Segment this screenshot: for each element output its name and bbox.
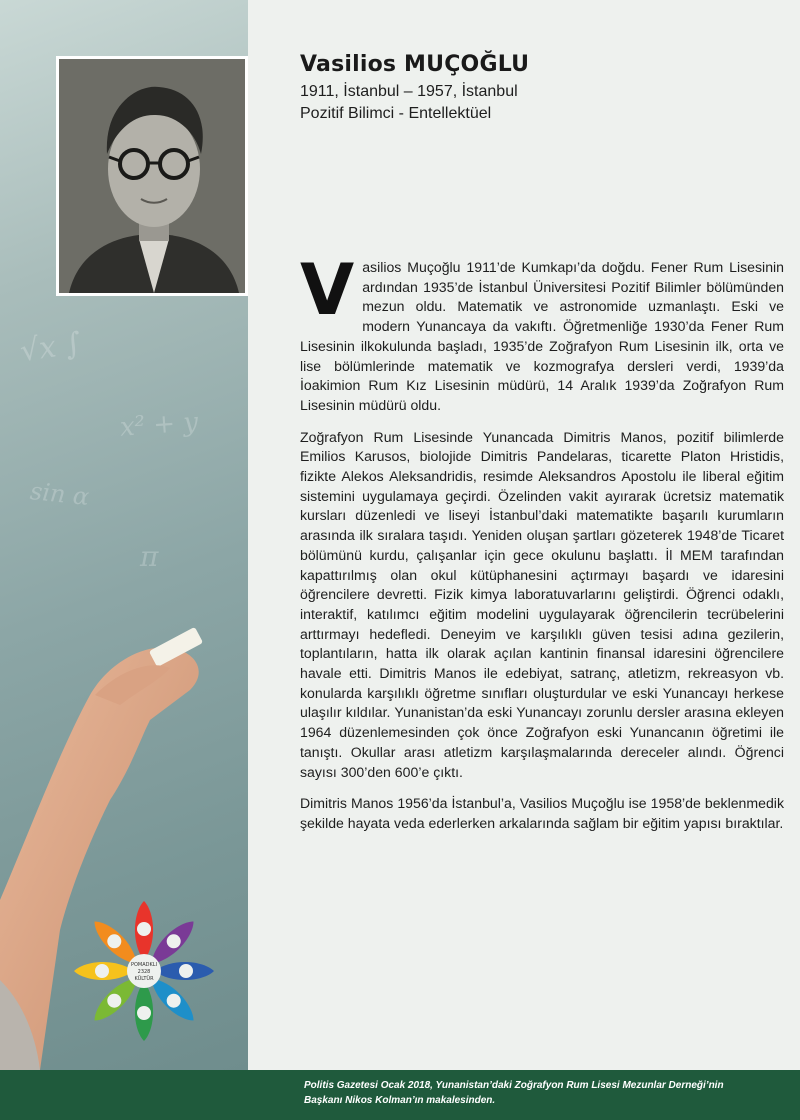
footer-line-1: Politis Gazetesi Ocak 2018, Yunanistan’daki Zoğrafyon Rum Lisesi Mezunlar Derneği’nin (304, 1080, 724, 1091)
role: Pozitif Bilimci - Entellektüel (300, 105, 492, 122)
chalk-mark: π (140, 540, 159, 573)
logo-line-1: POMADKLI (130, 962, 158, 968)
paragraph-1-text: asilios Muçoğlu 1911’de Kumkapı’da doğdu. Fener Rum Lisesinin ardından 1935’de İstanbul Üniversitesi Pozitif Bilimler bölümünden mezun oldu. Matematik ve astronomide uzmanlaştı. Eski ve modern Yunancaya da vakıftı. Öğretmenliğe 1930’da Fener Rum Lisesinin ilkokulunda başladı, 1935’de Zoğrafyon Rum Lisesinin ilk, orta ve lise bölümlerinde matematik ve kozmografya dersleri verdi, 1939’da İoakimion Rum Kız Lisesinin müdürü, 14 Aralık 1939’da Zoğrafyon Rum Lisesinin müdürü oldu. (300, 259, 784, 413)
person-name: Vasilios MUÇOĞLU (300, 52, 530, 77)
logo-line-2: 2328 (137, 969, 151, 975)
paragraph-1 (300, 249, 784, 416)
portrait-photo (59, 59, 245, 293)
life-dates: 1911, İstanbul – 1957, İstanbul (300, 83, 518, 100)
paragraph-2: Zoğrafyon Rum Lisesinde Yunancada Dimitris Manos, pozitif bilimlerde Emilios Karusos, biolojide Dimitris Pandelaras, ticarette Platon Hristidis, fizikte Alekos Aleksandridis, resimde Aleksandros Apostolu ile liberal eğitim sistemini uygulamaya geçirdi. Özelinden vakit ayırarak ücretsiz matematik kursları düzenledi ve liseyi İstanbul’daki matematikte başarılı kurumların arasında ilk sıralara taşıdı. Yeniden oluşan şartları gözeterek 1948’de Ticaret bölümünü kurdu, çalışanlar için gece okulunu başlattı. İl MEM tarafından kapattırılmış olan okul kütüphanesini açtırmayı başardı ve idaresini öğrencilere devretti. Fizik kimya laboratuvarlarını geliştirdi. Öğrenci odaklı, interaktif, katılımcı eğitim modelini uygulayarak öğrencilerin tecrübelerini arttırmayı hedefledi. Deneyim ve karşılıklı güven tesisi adına gezilerin, toplantıların, hatta ilk olarak açılan kantinin finansal idaresini öğrencilere havale etti. Dimitris Manos ile edebiyat, satranç, atletizm, rekreasyon vb. konularda karşılıklı öğretme sınıfları oluşturdular ve eski Yunancayı herkese ulaşılır kıldılar. Yunanistan’da eski Yunancayı zorunlu dersler arasına ekleyen 1964 düzenlemesinden çok önce Zoğrafyon eski Yunancanın öğretimi ile tanıştı. Okullar arası atletizm karşılaşmalarında dereceler alındı. Öğrenci sayısı 300’den 600’e çıktı. (300, 428, 784, 780)
portrait-frame (56, 56, 248, 296)
header (300, 52, 784, 125)
footer-bar (0, 1070, 800, 1120)
dropcap: V (300, 249, 355, 331)
paragraph-3: Dimitris Manos 1956’da İstanbul’a, Vasilios Muçoğlu ise 1958’de beklenmedik şekilde hayata veda ederlerken arkalarında sağlam bir eğitim yapısı bıraktılar. (300, 795, 784, 831)
chalk-mark: sin α (28, 476, 91, 512)
chalk-mark: √x ∫ (17, 325, 84, 370)
flower-logo-icon (68, 895, 220, 1047)
article-body (300, 249, 784, 846)
logo-line-3: KÜLTÜR (134, 976, 154, 982)
footer-text (304, 1078, 784, 1108)
footer-line-2: Başkanı Nikos Kolman’ın makalesinden. (304, 1095, 496, 1106)
chalk-mark: x² + y (119, 407, 200, 443)
